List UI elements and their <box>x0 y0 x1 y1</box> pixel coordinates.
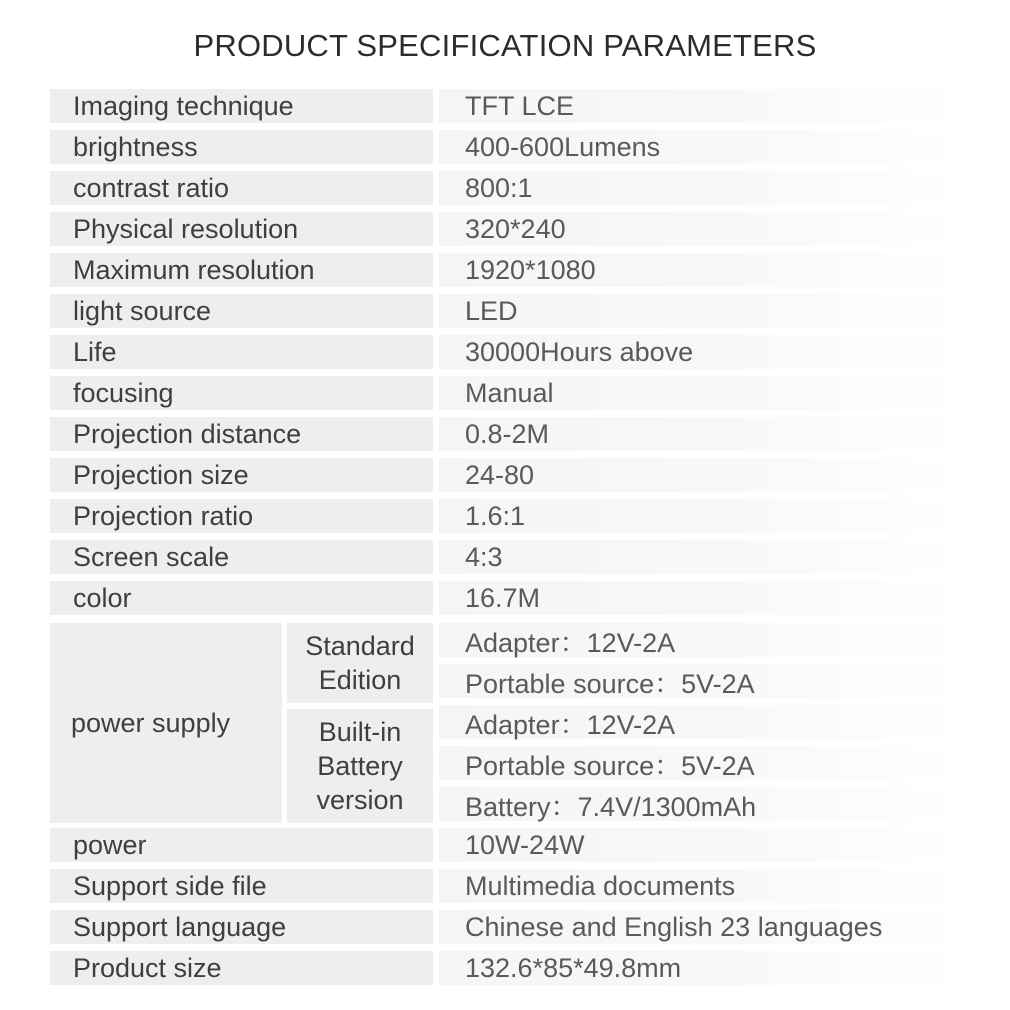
spec-value: 4:3 <box>439 540 962 574</box>
spec-row <box>50 212 962 246</box>
spec-value: 10W-24W <box>439 828 962 862</box>
spec-label: Product size <box>50 951 433 985</box>
spec-label: contrast ratio <box>50 171 433 205</box>
spec-label: Projection distance <box>50 417 433 451</box>
spec-label: brightness <box>50 130 433 164</box>
power-supply-value: Portable source：5V-2A <box>439 664 962 698</box>
spec-value: 320*240 <box>439 212 962 246</box>
standard-edition-label <box>287 623 433 703</box>
spec-row <box>50 130 962 164</box>
spec-value: 1920*1080 <box>439 253 962 287</box>
spec-row <box>50 828 962 862</box>
power-supply-value: Battery：7.4V/1300mAh <box>439 787 962 821</box>
page-title: PRODUCT SPECIFICATION PARAMETERS <box>193 28 817 63</box>
spec-value: LED <box>439 294 962 328</box>
power-supply-value: Adapter：12V-2A <box>439 623 962 657</box>
spec-row <box>50 335 962 369</box>
spec-row <box>50 581 962 615</box>
spec-value: 16.7M <box>439 581 962 615</box>
spec-value: 400-600Lumens <box>439 130 962 164</box>
spec-value: 30000Hours above <box>439 335 962 369</box>
spec-value: 132.6*85*49.8mm <box>439 951 962 985</box>
spec-row <box>50 253 962 287</box>
power-supply-value: Adapter：12V-2A <box>439 705 962 739</box>
standard-edition-line: Edition <box>318 665 402 695</box>
builtin-battery-label <box>287 709 433 823</box>
spec-value: 1.6:1 <box>439 499 962 533</box>
spec-value: Multimedia documents <box>439 869 962 903</box>
builtin-battery-line: Battery <box>317 751 403 781</box>
spec-label: Projection size <box>50 458 433 492</box>
spec-label: Projection ratio <box>50 499 433 533</box>
spec-row <box>50 869 962 903</box>
spec-value: TFT LCE <box>439 89 962 123</box>
spec-value: 24-80 <box>439 458 962 492</box>
power-supply-label: power supply <box>50 623 282 823</box>
spec-label: light source <box>50 294 433 328</box>
spec-label: Life <box>50 335 433 369</box>
spec-row <box>50 499 962 533</box>
spec-row <box>50 89 962 123</box>
power-supply-value: Portable source：5V-2A <box>439 746 962 780</box>
spec-label: color <box>50 581 433 615</box>
spec-value: 800:1 <box>439 171 962 205</box>
spec-value: Manual <box>439 376 962 410</box>
spec-row <box>50 540 962 574</box>
spec-row <box>50 376 962 410</box>
spec-label: Maximum resolution <box>50 253 433 287</box>
spec-label: Support side file <box>50 869 433 903</box>
spec-row <box>50 294 962 328</box>
builtin-battery-line: Built-in <box>318 717 402 747</box>
spec-label: Screen scale <box>50 540 433 574</box>
spec-row <box>50 417 962 451</box>
spec-label: focusing <box>50 376 433 410</box>
spec-value: 0.8-2M <box>439 417 962 451</box>
builtin-battery-line: version <box>316 785 404 815</box>
spec-row <box>50 951 962 985</box>
standard-edition-line: Standard <box>305 631 415 661</box>
spec-row <box>50 171 962 205</box>
spec-label: Imaging technique <box>50 89 433 123</box>
spec-row <box>50 910 962 944</box>
spec-label: Physical resolution <box>50 212 433 246</box>
spec-value: Chinese and English 23 languages <box>439 910 962 944</box>
spec-row <box>50 458 962 492</box>
spec-label: power <box>50 828 433 862</box>
spec-label: Support language <box>50 910 433 944</box>
